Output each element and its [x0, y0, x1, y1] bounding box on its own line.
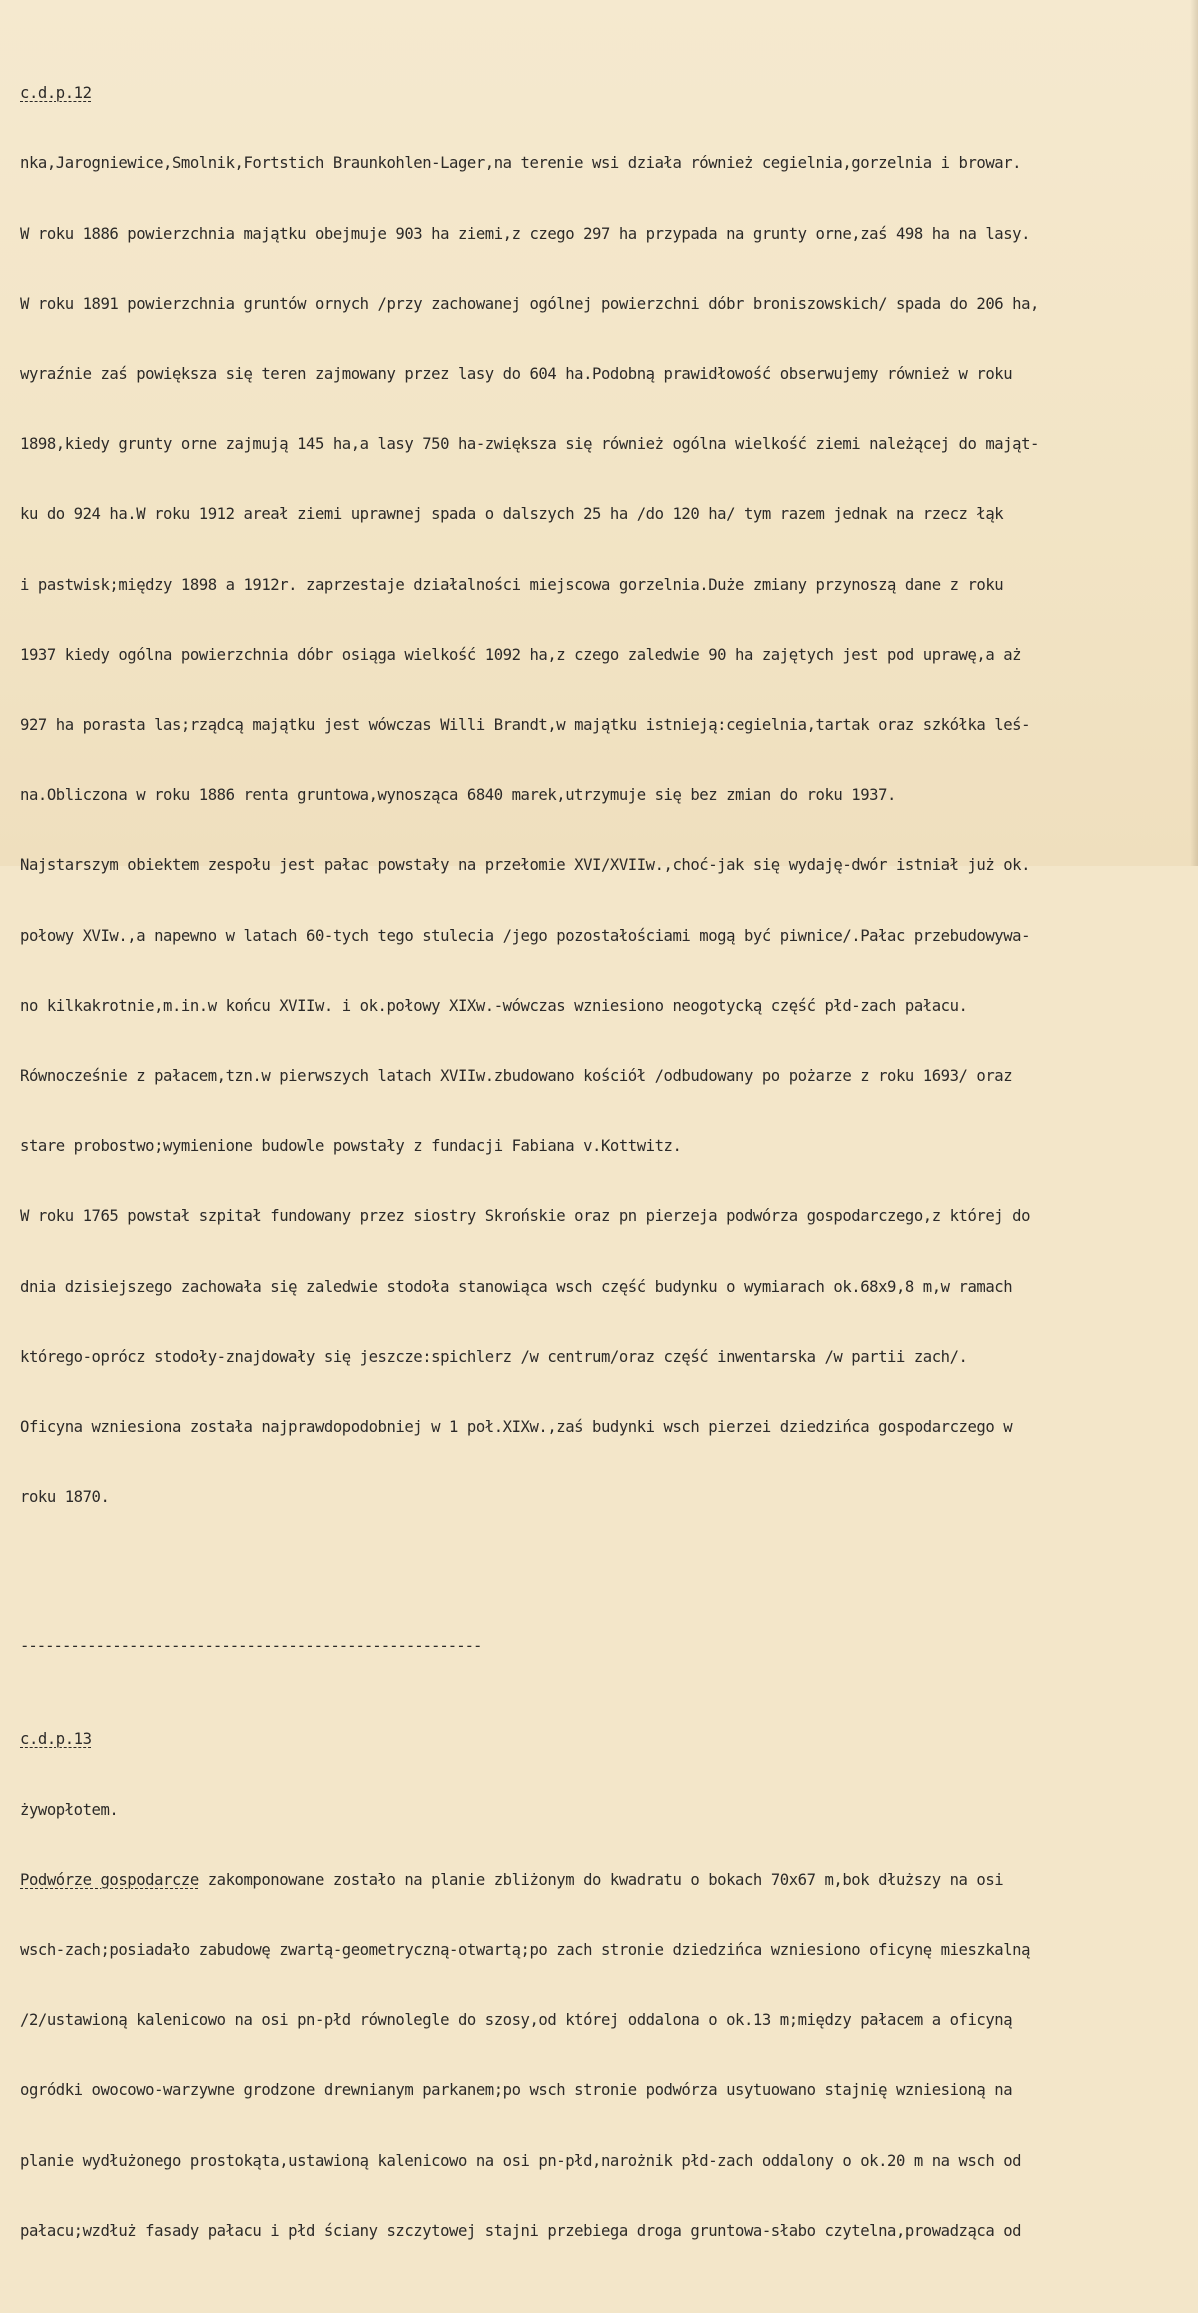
text-line: dnia dzisiejszego zachowała się zaledwie stodoła stanowiąca wsch część budynku o wymiarach ok.68x9,8 m,w ramach [20, 1277, 1013, 1296]
text-line: na.Obliczona w roku 1886 renta gruntowa,wynosząca 6840 marek,utrzymuje się bez zmian do roku 1937. [20, 786, 896, 805]
text-line: którego-oprócz stodoły-znajdowały się jeszcze:spichlerz /w centrum/oraz część inwentarska /w partii zach/. [20, 1347, 968, 1366]
text-line: Równocześnie z pałacem,tzn.w pierwszych latach XVIIw.zbudowano kościół /odbudowany po pożarze z roku 1693/ oraz [20, 1067, 1013, 1086]
underlined-term: Podwórze gospodarcze [20, 1870, 199, 1889]
text-line: i pastwisk;między 1898 a 1912r. zaprzestaje działalności miejscowa gorzelnia.Duże zmiany przynoszą dane z roku [20, 575, 1004, 594]
text-line: wsch-zach;posiadało zabudowę zwartą-geometryczną-otwartą;po zach stronie dziedzińca wzniesiono oficynę mieszkalną [20, 1940, 1031, 1959]
typed-page [20, 12, 1185, 2313]
text-line: żywopłotem. [20, 1800, 119, 1819]
scan-edge-shadow [1190, 0, 1198, 866]
text-line: roku 1870. [20, 1488, 110, 1507]
section-separator: ------------------------------------------------------- [20, 1636, 482, 1655]
text-line: stare probostwo;wymienione budowle powstały z fundacji Fabiana v.Kottwitz. [20, 1137, 682, 1156]
text-fragment: zakomponowane zostało na planie zbliżonym do kwadratu o bokach 70x67 m,bok dłuższy na osi [198, 1870, 1004, 1889]
section-heading-13: c.d.p.13 [20, 1730, 92, 1749]
text-line: połowy XVIw.,a napewno w latach 60-tych tego stulecia /jego pozostałościami mogą być piwnice/.Pałac przebudowywa- [20, 926, 1031, 945]
text-line: Najstarszym obiektem zespołu jest pałac powstały na przełomie XVI/XVIIw.,choć-jak się wydaję-dwór istniał już ok. [20, 856, 1031, 875]
text-line: no kilkakrotnie,m.in.w końcu XVIIw. i ok.połowy XIXw.-wówczas wzniesiono neogotycką część płd-zach pałacu. [20, 996, 968, 1015]
section-heading-12: c.d.p.12 [20, 84, 92, 103]
text-line: 1937 kiedy ogólna powierzchnia dóbr osiąga wielkość 1092 ha,z czego zaledwie 90 ha zajętych jest pod uprawę,a aż [20, 645, 1022, 664]
text-line: /2/ustawioną kalenicowo na osi pn-płd równolegle do szosy,od której oddalona o ok.13 m;między pałacem a oficyną [20, 2011, 1013, 2030]
text-line: planie wydłużonego prostokąta,ustawioną kalenicowo na osi pn-płd,narożnik płd-zach oddalony o ok.20 m na wsch od [20, 2151, 1022, 2170]
text-line: Oficyna wzniesiona została najprawdopodobniej w 1 poł.XIXw.,zaś budynki wsch pierzei dziedzińca gospodarczego w [20, 1418, 1013, 1437]
text-line: nka,Jarogniewice,Smolnik,Fortstich Braunkohlen-Lager,na terenie wsi działa również cegielnia,gorzelnia i browar. [20, 154, 1022, 173]
text-line: 1898,kiedy grunty orne zajmują 145 ha,a lasy 750 ha-zwiększa się również ogólna wielkość ziemi należącej do mająt- [20, 435, 1039, 454]
text-line: wyraźnie zaś powiększa się teren zajmowany przez lasy do 604 ha.Podobną prawidłowość obserwujemy również w roku [20, 365, 1013, 384]
text-line [20, 1869, 1185, 1892]
text-line: ku do 924 ha.W roku 1912 areał ziemi uprawnej spada o dalszych 25 ha /do 120 ha/ tym razem jednak na rzecz łąk [20, 505, 1004, 524]
text-line: pałacu;wzdłuż fasady pałacu i płd ściany szczytowej stajni przebiega droga gruntowa-słabo czytelna,prowadząca od [20, 2221, 1022, 2240]
text-line: W roku 1891 powierzchnia gruntów ornych /przy zachowanej ogólnej powierzchni dóbr broniszowskich/ spada do 206 ha, [20, 294, 1039, 313]
text-line: W roku 1765 powstał szpitał fundowany przez siostry Skrońskie oraz pn pierzeja podwórza gospodarczego,z której do [20, 1207, 1031, 1226]
text-line: W roku 1886 powierzchnia majątku obejmuje 903 ha ziemi,z czego 297 ha przypada na grunty orne,zaś 498 ha na lasy. [20, 224, 1031, 243]
text-line: ogródki owocowo-warzywne grodzone drewnianym parkanem;po wsch stronie podwórza usytuowano stajnię wzniesioną na [20, 2081, 1013, 2100]
text-line: 927 ha porasta las;rządcą majątku jest wówczas Willi Brandt,w majątku istnieją:cegielnia,tartak oraz szkółka leś- [20, 716, 1031, 735]
